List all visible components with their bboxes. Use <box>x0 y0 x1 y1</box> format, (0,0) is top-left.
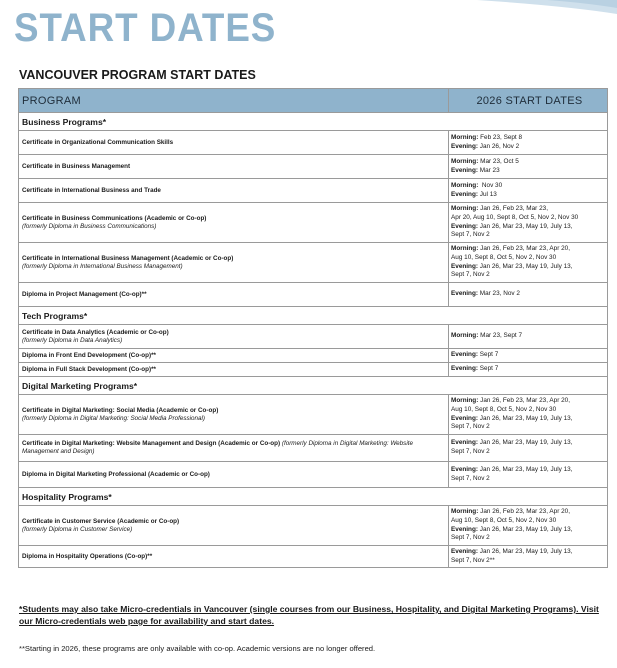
table-row <box>19 435 608 462</box>
table-header-row <box>19 89 608 113</box>
table-row <box>19 349 608 363</box>
session-dates: Jan 26, Feb 23, Mar 23, Apr 20, <box>478 245 570 253</box>
session-dates: Mar 23, Sept 7 <box>478 332 523 340</box>
date-line <box>451 548 605 557</box>
date-line <box>451 534 605 543</box>
session-dates: Sept 7 <box>478 365 499 373</box>
date-line <box>451 271 605 280</box>
date-line <box>451 245 605 254</box>
program-name: Diploma in Hospitality Operations (Co-op)** <box>22 552 153 560</box>
session-label: Evening: <box>451 222 478 230</box>
session-dates: Mar 23 <box>478 166 500 174</box>
program-name: Certificate in Data Analytics (Academic or Co-op) <box>22 328 169 336</box>
session-dates: Jan 26, Nov 2 <box>478 142 520 150</box>
session-label: Morning: <box>451 157 479 165</box>
former-program-name: (formerly Diploma in Data Analytics) <box>22 336 123 344</box>
micro-credentials-footnote[interactable]: *Students may also take Micro-credentials in Vancouver (single courses from our Business, Hospitality, and Digital Marketing Programs). Visit our Micro-credentials web page for availability and start dates. <box>19 604 599 626</box>
former-program-name: (formerly Diploma in Digital Marketing: Website Management and Design) <box>22 440 413 455</box>
date-line <box>451 406 605 415</box>
start-dates-cell <box>449 179 608 203</box>
start-dates-cell <box>449 155 608 179</box>
program-name-cell <box>19 155 449 179</box>
former-program-name: (formerly Diploma in Digital Marketing: Social Media Professional) <box>22 414 206 422</box>
session-label: Evening: <box>451 290 478 298</box>
session-label: Morning: <box>451 181 479 189</box>
date-line <box>451 205 605 214</box>
category-row <box>19 307 608 325</box>
program-name-cell <box>19 283 449 307</box>
session-dates: Jul 13 <box>478 190 497 198</box>
session-dates: Jan 26, Mar 23, May 19, July 13, <box>478 465 573 473</box>
former-program-name: (formerly Diploma in Business Communications) <box>22 222 157 230</box>
start-dates-cell <box>449 243 608 283</box>
program-name: Diploma in Project Management (Co-op)** <box>22 290 147 298</box>
session-dates: Sept 7, Nov 2 <box>451 423 490 431</box>
program-name-cell <box>19 462 449 488</box>
program-name: Diploma in Full Stack Development (Co-op)** <box>22 365 156 373</box>
corner-swoosh-decoration <box>417 0 617 20</box>
co-op-footnote: **Starting in 2026, these programs are only available with co-op. Academic versions are no longer offered. <box>19 644 376 653</box>
date-line <box>451 182 605 191</box>
page-title: START DATES <box>14 6 277 50</box>
table-row <box>19 325 608 349</box>
session-label: Evening: <box>451 414 478 422</box>
start-dates-cell <box>449 395 608 435</box>
session-dates: Mar 23, Nov 2 <box>478 290 520 298</box>
table-row <box>19 155 608 179</box>
session-label: Evening: <box>451 525 478 533</box>
category-row <box>19 488 608 506</box>
date-line <box>451 263 605 272</box>
date-line <box>451 475 605 484</box>
table-body <box>19 113 608 568</box>
session-dates: Jan 26, Feb 23, Mar 23, Apr 20, <box>478 397 570 405</box>
date-line <box>451 351 605 360</box>
table-row <box>19 506 608 546</box>
date-line <box>451 508 605 517</box>
date-line <box>451 191 605 200</box>
table-row <box>19 283 608 307</box>
session-label: Morning: <box>451 245 479 253</box>
program-name: Certificate in International Business and Trade <box>22 186 161 194</box>
start-dates-cell <box>449 506 608 546</box>
program-name: Diploma in Digital Marketing Professional (Academic or Co-op) <box>22 470 210 478</box>
date-line <box>451 332 605 341</box>
program-name: Certificate in Business Management <box>22 162 131 170</box>
date-line <box>451 214 605 223</box>
program-name: Certificate in Business Communications (Academic or Co-op) <box>22 214 207 222</box>
session-label: Evening: <box>451 262 478 270</box>
session-label: Evening: <box>451 465 478 473</box>
program-name-cell <box>19 395 449 435</box>
session-dates: Aug 10, Sept 8, Oct 5, Nov 2, Nov 30 <box>451 516 557 524</box>
date-line <box>451 158 605 167</box>
session-dates: Nov 30 <box>478 181 503 189</box>
program-name-cell <box>19 506 449 546</box>
date-line <box>451 290 605 299</box>
session-label: Evening: <box>451 548 478 555</box>
session-dates: Jan 26, Mar 23, May 19, July 13, <box>478 439 573 447</box>
session-dates: Sept 7 <box>478 351 499 359</box>
session-dates: Sept 7, Nov 2** <box>451 556 495 564</box>
program-name: Diploma in Front End Development (Co-op)** <box>22 351 156 359</box>
session-dates: Sept 7, Nov 2 <box>451 474 490 482</box>
dates-column-header: 2026 START DATES <box>449 89 608 113</box>
session-dates: Jan 26, Mar 23, May 19, July 13, <box>478 525 573 533</box>
program-name-cell <box>19 363 449 377</box>
program-name: Certificate in Organizational Communication Skills <box>22 138 174 146</box>
start-dates-cell <box>449 349 608 363</box>
program-name: Certificate in Digital Marketing: Social Media (Academic or Co-op) <box>22 406 219 414</box>
program-name-cell <box>19 243 449 283</box>
program-name-cell <box>19 325 449 349</box>
session-dates: Aug 10, Sept 8, Oct 5, Nov 2, Nov 30 <box>451 405 557 413</box>
session-dates: Aug 10, Sept 8, Oct 5, Nov 2, Nov 30 <box>451 253 557 261</box>
category-label: Business Programs* <box>19 113 608 131</box>
date-line <box>451 439 605 448</box>
date-line <box>451 143 605 152</box>
program-name-cell <box>19 203 449 243</box>
former-program-name: (formerly Diploma in Customer Service) <box>22 525 133 533</box>
table-row <box>19 395 608 435</box>
program-column-header: PROGRAM <box>19 89 449 113</box>
table-row <box>19 546 608 568</box>
table-row <box>19 243 608 283</box>
start-dates-cell <box>449 283 608 307</box>
session-dates: Jan 26, Mar 23, May 19, July 13, <box>478 262 573 270</box>
former-program-name: (formerly Diploma in International Business Management) <box>22 262 183 270</box>
table-row <box>19 462 608 488</box>
date-line <box>451 254 605 263</box>
program-name: Certificate in Customer Service (Academic or Co-op) <box>22 517 180 525</box>
session-label: Morning: <box>451 397 479 405</box>
session-label: Evening: <box>451 166 478 174</box>
date-line <box>451 365 605 374</box>
session-label: Evening: <box>451 142 478 150</box>
category-row <box>19 377 608 395</box>
session-label: Evening: <box>451 351 478 359</box>
section-subtitle: VANCOUVER PROGRAM START DATES <box>19 68 256 82</box>
start-dates-cell <box>449 325 608 349</box>
session-label: Evening: <box>451 190 478 198</box>
date-line <box>451 134 605 143</box>
program-name-cell <box>19 546 449 568</box>
date-line <box>451 517 605 526</box>
session-dates: Jan 26, Mar 23, May 19, July 13, <box>478 414 573 422</box>
session-dates: Jan 26, Feb 23, Mar 23, Apr 20, <box>478 508 570 516</box>
session-dates: Jan 26, Feb 23, Mar 23, <box>478 205 548 213</box>
session-dates: Sept 7, Nov 2 <box>451 271 490 279</box>
session-label: Evening: <box>451 439 478 447</box>
session-label: Morning: <box>451 133 479 141</box>
date-line <box>451 557 605 566</box>
date-line <box>451 231 605 240</box>
table-row <box>19 131 608 155</box>
session-dates: Sept 7, Nov 2 <box>451 448 490 455</box>
date-line <box>451 415 605 424</box>
session-label: Morning: <box>451 205 479 213</box>
date-line <box>451 223 605 232</box>
session-label: Evening: <box>451 365 478 373</box>
session-dates: Apr 20, Aug 10, Sept 8, Oct 5, Nov 2, Nov 30 <box>451 213 579 221</box>
date-line <box>451 167 605 176</box>
program-name: Certificate in International Business Management (Academic or Co-op) <box>22 254 234 262</box>
start-dates-cell <box>449 462 608 488</box>
date-line <box>451 397 605 406</box>
session-label: Morning: <box>451 332 479 340</box>
program-name-cell <box>19 131 449 155</box>
session-dates: Sept 7, Nov 2 <box>451 534 490 542</box>
date-line <box>451 448 605 457</box>
start-dates-cell <box>449 435 608 462</box>
category-row <box>19 113 608 131</box>
start-dates-table <box>18 88 608 568</box>
session-dates: Mar 23, Oct 5 <box>478 157 519 165</box>
date-line <box>451 526 605 535</box>
session-dates: Jan 26, Mar 23, May 19, July 13, <box>478 222 573 230</box>
table-row <box>19 363 608 377</box>
table-row <box>19 203 608 243</box>
program-name-cell <box>19 435 449 462</box>
session-dates: Feb 23, Sept 8 <box>478 133 523 141</box>
start-dates-cell <box>449 131 608 155</box>
program-name: Certificate in Digital Marketing: Website Management and Design (Academic or Co-op) <box>22 440 281 447</box>
start-dates-cell <box>449 203 608 243</box>
program-name-cell <box>19 349 449 363</box>
program-name-cell <box>19 179 449 203</box>
start-dates-cell <box>449 363 608 377</box>
session-dates: Jan 26, Mar 23, May 19, July 13, <box>478 548 573 555</box>
start-dates-cell <box>449 546 608 568</box>
session-dates: Sept 7, Nov 2 <box>451 231 490 239</box>
table-row <box>19 179 608 203</box>
session-label: Morning: <box>451 508 479 516</box>
date-line <box>451 423 605 432</box>
category-label: Hospitality Programs* <box>19 488 608 506</box>
date-line <box>451 466 605 475</box>
category-label: Digital Marketing Programs* <box>19 377 608 395</box>
category-label: Tech Programs* <box>19 307 608 325</box>
